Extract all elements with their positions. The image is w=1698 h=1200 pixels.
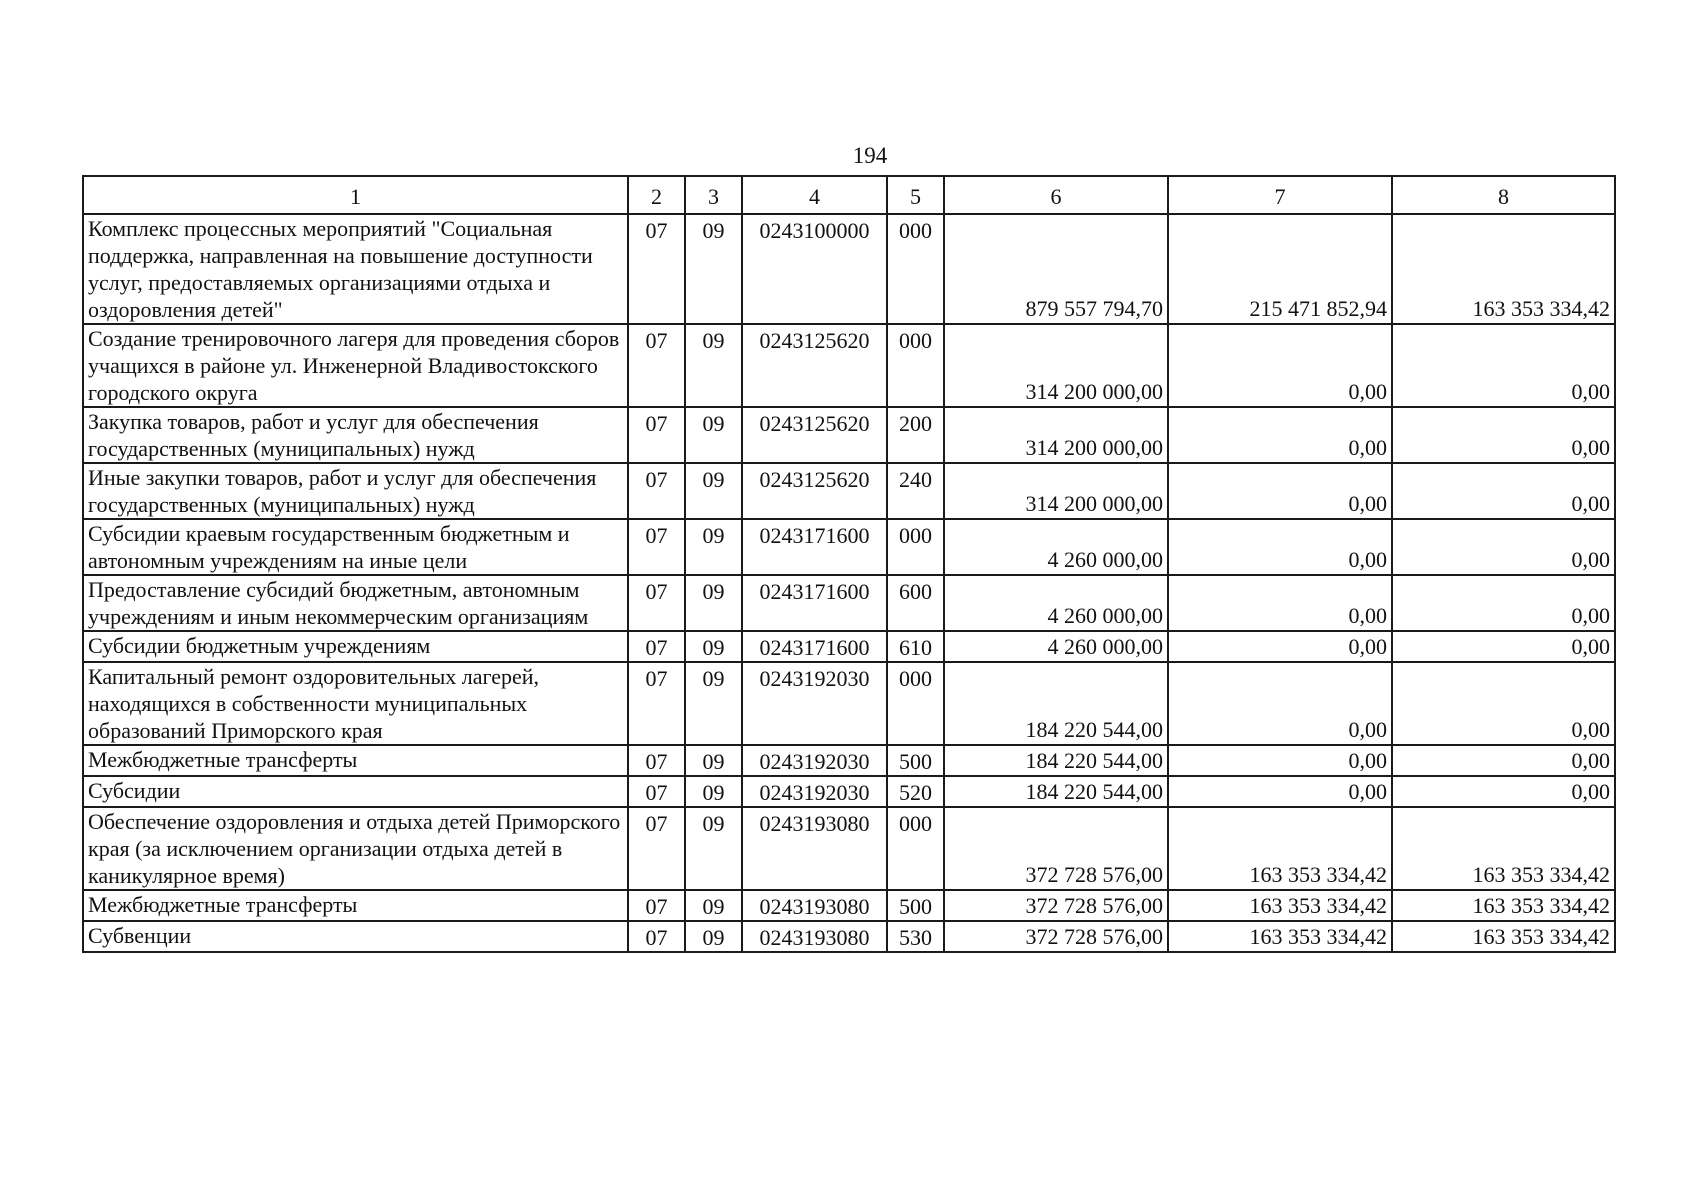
amount-col8-cell: 0,00 <box>1392 631 1615 662</box>
expense-type-code-cell: 000 <box>887 324 944 407</box>
section-code-cell: 07 <box>628 463 685 519</box>
header-cell: 8 <box>1392 176 1615 214</box>
amount-col8-cell: 0,00 <box>1392 324 1615 407</box>
amount-col7-cell: 0,00 <box>1168 631 1392 662</box>
table-row <box>83 519 1615 575</box>
header-cell: 6 <box>944 176 1168 214</box>
table-row <box>83 575 1615 631</box>
amount-col8-cell: 0,00 <box>1392 662 1615 745</box>
amount-col8-cell: 0,00 <box>1392 463 1615 519</box>
amount-col6-cell: 184 220 544,00 <box>944 776 1168 807</box>
subsection-code-cell: 09 <box>685 519 742 575</box>
amount-col6-cell: 314 200 000,00 <box>944 407 1168 463</box>
expense-type-code-cell: 000 <box>887 214 944 324</box>
target-article-code-cell: 0243171600 <box>742 631 887 662</box>
section-code-cell: 07 <box>628 519 685 575</box>
target-article-code-cell: 0243100000 <box>742 214 887 324</box>
expense-type-code-cell: 200 <box>887 407 944 463</box>
header-cell: 3 <box>685 176 742 214</box>
section-code-cell: 07 <box>628 407 685 463</box>
table-row <box>83 745 1615 776</box>
table-body <box>83 176 1615 952</box>
amount-col7-cell: 0,00 <box>1168 575 1392 631</box>
amount-col8-cell: 163 353 334,42 <box>1392 807 1615 890</box>
amount-col8-cell: 163 353 334,42 <box>1392 890 1615 921</box>
table-row <box>83 407 1615 463</box>
section-code-cell: 07 <box>628 776 685 807</box>
subsection-code-cell: 09 <box>685 463 742 519</box>
expense-type-code-cell: 000 <box>887 519 944 575</box>
target-article-code-cell: 0243193080 <box>742 807 887 890</box>
table-row <box>83 631 1615 662</box>
subsection-code-cell: 09 <box>685 214 742 324</box>
section-code-cell: 07 <box>628 662 685 745</box>
row-name-cell: Комплекс процессных мероприятий "Социальная поддержка, направленная на повышение доступности услуг, предоставляемых организациями отдыха и оздоровления детей" <box>83 214 628 324</box>
target-article-code-cell: 0243171600 <box>742 519 887 575</box>
header-cell: 2 <box>628 176 685 214</box>
amount-col6-cell: 372 728 576,00 <box>944 921 1168 952</box>
target-article-code-cell: 0243192030 <box>742 662 887 745</box>
header-cell: 4 <box>742 176 887 214</box>
amount-col7-cell: 163 353 334,42 <box>1168 921 1392 952</box>
table-row <box>83 463 1615 519</box>
section-code-cell: 07 <box>628 890 685 921</box>
amount-col6-cell: 4 260 000,00 <box>944 519 1168 575</box>
row-name-cell: Межбюджетные трансферты <box>83 745 628 776</box>
expense-type-code-cell: 240 <box>887 463 944 519</box>
amount-col8-cell: 163 353 334,42 <box>1392 921 1615 952</box>
row-name-cell: Субсидии бюджетным учреждениям <box>83 631 628 662</box>
subsection-code-cell: 09 <box>685 407 742 463</box>
amount-col6-cell: 184 220 544,00 <box>944 745 1168 776</box>
subsection-code-cell: 09 <box>685 921 742 952</box>
amount-col8-cell: 0,00 <box>1392 745 1615 776</box>
expense-type-code-cell: 500 <box>887 745 944 776</box>
table-row <box>83 324 1615 407</box>
subsection-code-cell: 09 <box>685 324 742 407</box>
subsection-code-cell: 09 <box>685 890 742 921</box>
row-name-cell: Субсидии <box>83 776 628 807</box>
header-cell: 7 <box>1168 176 1392 214</box>
expense-type-code-cell: 530 <box>887 921 944 952</box>
expense-type-code-cell: 000 <box>887 807 944 890</box>
expense-type-code-cell: 500 <box>887 890 944 921</box>
subsection-code-cell: 09 <box>685 575 742 631</box>
amount-col6-cell: 4 260 000,00 <box>944 575 1168 631</box>
expense-type-code-cell: 000 <box>887 662 944 745</box>
amount-col8-cell: 0,00 <box>1392 575 1615 631</box>
section-code-cell: 07 <box>628 214 685 324</box>
amount-col6-cell: 184 220 544,00 <box>944 662 1168 745</box>
amount-col7-cell: 0,00 <box>1168 324 1392 407</box>
target-article-code-cell: 0243192030 <box>742 776 887 807</box>
row-name-cell: Межбюджетные трансферты <box>83 890 628 921</box>
target-article-code-cell: 0243171600 <box>742 575 887 631</box>
header-cell: 1 <box>83 176 628 214</box>
section-code-cell: 07 <box>628 745 685 776</box>
expense-type-code-cell: 600 <box>887 575 944 631</box>
subsection-code-cell: 09 <box>685 776 742 807</box>
budget-table <box>82 175 1616 953</box>
amount-col6-cell: 879 557 794,70 <box>944 214 1168 324</box>
table-row <box>83 214 1615 324</box>
target-article-code-cell: 0243125620 <box>742 324 887 407</box>
target-article-code-cell: 0243192030 <box>742 745 887 776</box>
section-code-cell: 07 <box>628 575 685 631</box>
row-name-cell: Капитальный ремонт оздоровительных лагерей, находящихся в собственности муниципальных образований Приморского края <box>83 662 628 745</box>
amount-col7-cell: 0,00 <box>1168 776 1392 807</box>
amount-col6-cell: 314 200 000,00 <box>944 463 1168 519</box>
target-article-code-cell: 0243193080 <box>742 921 887 952</box>
amount-col6-cell: 372 728 576,00 <box>944 807 1168 890</box>
section-code-cell: 07 <box>628 324 685 407</box>
subsection-code-cell: 09 <box>685 745 742 776</box>
table-row <box>83 807 1615 890</box>
amount-col6-cell: 372 728 576,00 <box>944 890 1168 921</box>
row-name-cell: Обеспечение оздоровления и отдыха детей Приморского края (за исключением организации отдыха детей в каникулярное время) <box>83 807 628 890</box>
amount-col7-cell: 163 353 334,42 <box>1168 807 1392 890</box>
row-name-cell: Закупка товаров, работ и услуг для обеспечения государственных (муниципальных) нужд <box>83 407 628 463</box>
header-cell: 5 <box>887 176 944 214</box>
subsection-code-cell: 09 <box>685 631 742 662</box>
target-article-code-cell: 0243125620 <box>742 463 887 519</box>
row-name-cell: Иные закупки товаров, работ и услуг для обеспечения государственных (муниципальных) нужд <box>83 463 628 519</box>
amount-col7-cell: 0,00 <box>1168 407 1392 463</box>
subsection-code-cell: 09 <box>685 807 742 890</box>
target-article-code-cell: 0243125620 <box>742 407 887 463</box>
amount-col7-cell: 163 353 334,42 <box>1168 890 1392 921</box>
expense-type-code-cell: 610 <box>887 631 944 662</box>
header-row <box>83 176 1615 214</box>
section-code-cell: 07 <box>628 921 685 952</box>
amount-col7-cell: 215 471 852,94 <box>1168 214 1392 324</box>
table-row <box>83 662 1615 745</box>
amount-col8-cell: 0,00 <box>1392 407 1615 463</box>
amount-col7-cell: 0,00 <box>1168 463 1392 519</box>
amount-col6-cell: 4 260 000,00 <box>944 631 1168 662</box>
amount-col7-cell: 0,00 <box>1168 745 1392 776</box>
amount-col8-cell: 0,00 <box>1392 776 1615 807</box>
row-name-cell: Создание тренировочного лагеря для проведения сборов учащихся в районе ул. Инженерной Владивостокского городского округа <box>83 324 628 407</box>
target-article-code-cell: 0243193080 <box>742 890 887 921</box>
table-row <box>83 890 1615 921</box>
table-row <box>83 776 1615 807</box>
section-code-cell: 07 <box>628 807 685 890</box>
amount-col8-cell: 163 353 334,42 <box>1392 214 1615 324</box>
amount-col6-cell: 314 200 000,00 <box>944 324 1168 407</box>
amount-col7-cell: 0,00 <box>1168 519 1392 575</box>
row-name-cell: Субсидии краевым государственным бюджетным и автономным учреждениям на иные цели <box>83 519 628 575</box>
row-name-cell: Предоставление субсидий бюджетным, автономным учреждениям и иным некоммерческим организациям <box>83 575 628 631</box>
row-name-cell: Субвенции <box>83 921 628 952</box>
table-row <box>83 921 1615 952</box>
section-code-cell: 07 <box>628 631 685 662</box>
page-number: 194 <box>852 143 888 168</box>
amount-col8-cell: 0,00 <box>1392 519 1615 575</box>
expense-type-code-cell: 520 <box>887 776 944 807</box>
amount-col7-cell: 0,00 <box>1168 662 1392 745</box>
subsection-code-cell: 09 <box>685 662 742 745</box>
